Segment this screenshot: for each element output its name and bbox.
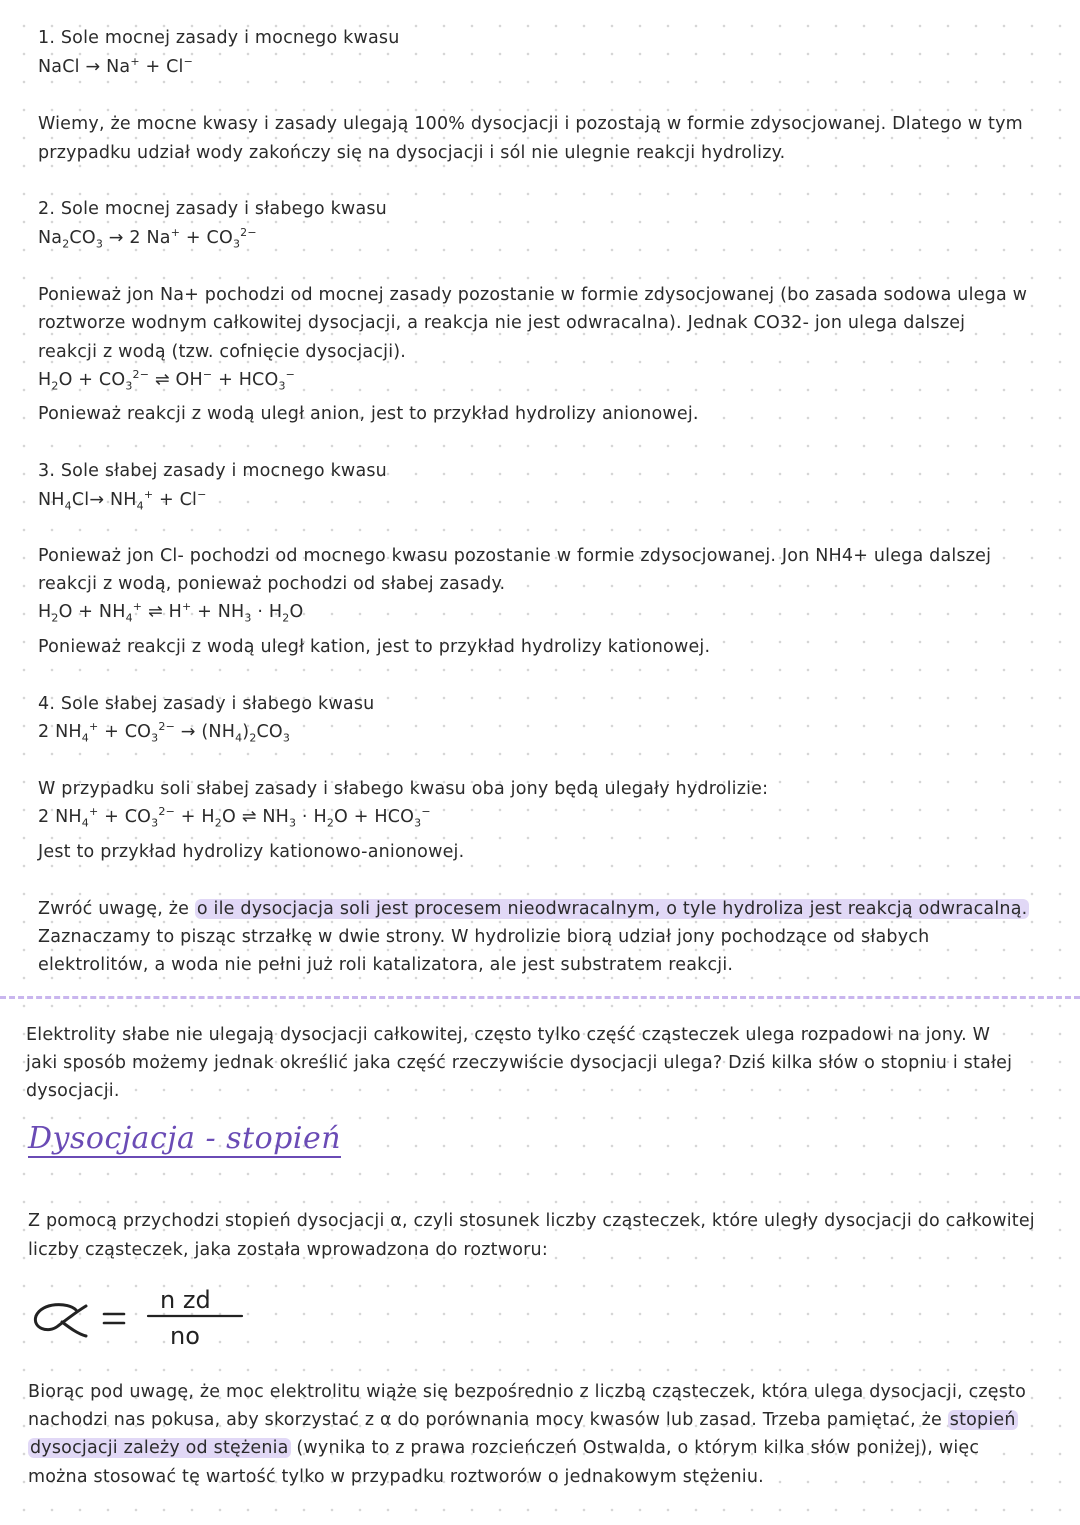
highlighted-text: o ile dysocjacja soli jest procesem nieodwracalnym, o tyle hydroliza jest reakcją odwracalną.	[196, 899, 1028, 919]
note-line: elektrolitów, a woda nie pełni już roli katalizatora, ale jest substratem reakcji.	[38, 955, 734, 975]
final-line	[28, 1410, 1018, 1430]
equation-double-hydrolysis: 2 $NH_4^+ + CO_3^{2-} + H_2O$ ⇌ $NH_3 \cdot H_2O + HCO_3^-$	[38, 805, 431, 830]
section-3-heading: 3. Sole słabej zasady i mocnego kwasu	[38, 461, 387, 481]
equation-na2co3: $Na_2CO_3 \to 2$ $Na^+ + CO_3^{2-}$	[38, 226, 257, 251]
equation-nacl: NaCl → Na+ + Cl−	[38, 55, 194, 77]
s1-text-line: Wiemy, że mocne kwasy i zasady ulegają 100% dysocjacji i pozostają w formie zdysocjowanej. Dlatego w tym	[38, 114, 1023, 134]
dashed-divider	[0, 996, 1080, 999]
equation-carbonate-hydrolysis: $H_2O + CO_3^{2-}$ ⇌ $OH^- + HCO_3^-$	[38, 368, 296, 393]
equation-ammonium-carbonate: 2 $NH_4^+ + CO_3^{2-} \to (NH_4)_2CO_3$	[38, 720, 291, 745]
s2-text-line: roztworze wodnym całkowitej dysocjacji, a reakcja nie jest odwracalna). Jednak CO32- jon ulega dalszej	[38, 313, 966, 333]
note-text: Zwróć uwagę, że	[38, 899, 195, 919]
alpha-formula	[28, 1280, 258, 1355]
intro-line: Elektrolity słabe nie ulegają dysocjacji całkowitej, często tylko część cząsteczek ulega rozpadowi na jony. W	[26, 1025, 991, 1045]
s2-text-line: Ponieważ reakcji z wodą uległ anion, jest to przykład hydrolizy anionowej.	[38, 404, 699, 424]
s1-text-line: przypadku udział wody zakończy się na dysocjacji i sól nie ulegnie reakcji hydrolizy.	[38, 143, 786, 163]
section-1-heading: 1. Sole mocnej zasady i mocnego kwasu	[38, 28, 400, 48]
final-line	[28, 1438, 979, 1458]
section-2-heading: 2. Sole mocnej zasady i słabego kwasu	[38, 199, 387, 219]
final-line: można stosować tę wartość tylko w przypadku roztworów o jednakowym stężeniu.	[28, 1467, 764, 1487]
s3-text-line: Ponieważ reakcji z wodą uległ kation, jest to przykład hydrolizy kationowej.	[38, 637, 711, 657]
s2-text-line: Ponieważ jon Na+ pochodzi od mocnej zasady pozostanie w formie zdysocjowanej (bo zasada sodowa ulega w	[38, 285, 1028, 305]
s2-text-line: reakcji z wodą (tzw. cofnięcie dysocjacji).	[38, 342, 407, 362]
intro-line: dysocjacji.	[26, 1081, 120, 1101]
final-line: Biorąc pod uwagę, że moc elektrolitu wiąże się bezpośrednio z liczbą cząsteczek, która ulega dysocjacji, często	[28, 1382, 1027, 1402]
equation-nh4cl: $NH_4Cl\to NH_4^+ + Cl^-$	[38, 488, 207, 513]
alpha-symbol	[35, 1305, 86, 1336]
intro-line: jaki sposób możemy jednak określić jaka część rzeczywiście dysocjacji ulega? Dziś kilka słów o stopniu i stałej	[26, 1053, 1013, 1073]
degree-line: Z pomocą przychodzi stopień dysocjacji α, czyli stosunek liczby cząsteczek, które uległy dysocjacji do całkowitej	[28, 1211, 1035, 1231]
s3-text-line: Ponieważ jon Cl- pochodzi od mocnego kwasu pozostanie w formie zdysocjowanej. Jon NH4+ ulega dalszej	[38, 546, 992, 566]
final-text: (wynika to z prawa rozcieńczeń Ostwalda, o którym kilka słów poniżej), więc	[290, 1438, 980, 1458]
section-4-heading: 4. Sole słabej zasady i słabego kwasu	[38, 694, 375, 714]
formula-numerator: n zd	[160, 1286, 211, 1314]
final-text: nachodzi nas pokusa, aby skorzystać z α do porównania mocy kwasów lub zasad. Trzeba pamiętać, że	[28, 1410, 948, 1430]
s4-text-line: Jest to przykład hydrolizy kationowo-anionowej.	[38, 842, 465, 862]
s3-text-line: reakcji z wodą, ponieważ pochodzi od słabej zasady.	[38, 574, 506, 594]
formula-denominator: no	[170, 1322, 200, 1350]
note-line: Zaznaczamy to pisząc strzałkę w dwie strony. W hydrolizie biorą udział jony pochodzące od słabych	[38, 927, 930, 947]
note-line	[38, 899, 1029, 919]
degree-line: liczby cząsteczek, jaka została wprowadzona do roztworu:	[28, 1240, 548, 1260]
equation-ammonium-hydrolysis: $H_2O + NH_4^+$ ⇌ $H^+ + NH_3 \cdot H_2O$	[38, 600, 304, 625]
highlighted-text: stopień	[949, 1410, 1016, 1430]
s4-text-line: W przypadku soli słabej zasady i słabego kwasu oba jony będą ulegały hydrolizie:	[38, 779, 769, 799]
section-title: Dysocjacja - stopień	[28, 1121, 342, 1156]
highlighted-text: dysocjacji zależy od stężenia	[30, 1438, 289, 1458]
